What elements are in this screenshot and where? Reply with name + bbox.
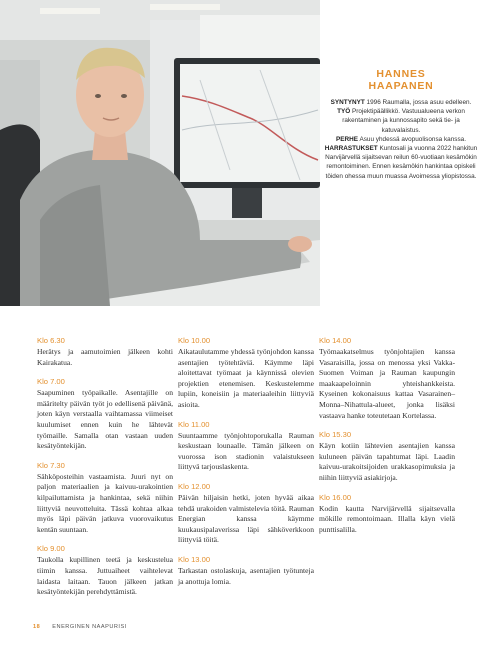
entry-text: Kodin kautta Narvijärvellä sijaitsevalla mökille remontoimaan. Illalla käyn vielä punttisalilla. (319, 503, 455, 534)
entry-time: Klo 7.30 (37, 460, 65, 470)
schedule-entry (319, 430, 455, 483)
entry-text: Taukolla kupillinen teetä ja keskustelua tiimin kanssa. Juttuaiheet vaihtelevat laidasta laitaan. Tauon jälkeen jatkan kesätyöntekijän perehdyttämistä. (37, 555, 173, 597)
schedule-entry (178, 336, 314, 411)
page-number: 18 (33, 624, 41, 630)
entry-time: Klo 10.00 (178, 336, 211, 345)
entry-text: Aikataulutamme yhdessä työnjohdon kanssa asentajien työtehtäviä. Käymme läpi aloitettavat työmaat ja käynnissä olevien projektien etenemisen. Keskustelemme lupiin, koneisiin ja materiaaleihin liittyviä asioita. (178, 347, 314, 409)
job-text: Projektipäällikkö. Vastuualueena verkon rakentaminen ja kunnossapito sekä tie- ja katuvalaistus. (342, 108, 465, 134)
hobby-text: Kuntosali ja vuonna 2022 hankitun Narvijärvellä sijaitsevan reilun 60-vuotiaan kesämökin remontoiminen. Ennen kesämökin hankintaa opiskeli töiden ohessa muun muassa Avoimessa yliopistossa. (325, 145, 478, 180)
profile-box (322, 68, 480, 181)
entry-time: Klo 12.00 (178, 481, 211, 491)
profile-bio (322, 98, 480, 181)
entry-time: Klo 6.30 (37, 336, 65, 345)
entry-text: Herätys ja aamutoimien jälkeen kohti Kairakatua. (37, 347, 173, 367)
office-scene-illustration (0, 0, 320, 306)
entry-time: Klo 14.00 (319, 336, 352, 345)
family-text: Asuu yhdessä avopuolisonsa kanssa. (359, 135, 467, 143)
schedule-entry (178, 555, 314, 587)
entry-time: Klo 15.30 (319, 430, 352, 440)
schedule-entry (319, 493, 455, 536)
entry-time: Klo 7.00 (37, 377, 65, 387)
schedule-column-1 (37, 336, 173, 607)
entry-time: Klo 16.00 (319, 492, 352, 502)
schedule-column-3 (319, 336, 455, 544)
job-label: TYÖ (337, 108, 351, 116)
page-footer (33, 624, 127, 630)
profile-last-name: HAAPANEN (368, 80, 434, 92)
entry-text: Saapuminen työpaikalle. Asentajille on määritelty päivän työt jo edellisenä päivänä, joten käyn verstaalla vaihtamassa viimeiset kuulumiset ennen kuin he lähtevät työmaille. Samalla otan vastaan uuden kesätyöntekijän. (37, 388, 173, 451)
schedule-entry (37, 336, 173, 368)
entry-time: Klo 13.00 (178, 554, 211, 564)
born-label: SYNTYNYT (330, 99, 365, 106)
schedule-entry (178, 482, 314, 546)
family-label: PERHE (335, 135, 358, 143)
entry-text: Suuntaamme työnjohtoporukalla Rauman keskustaan lounaalle. Tämän jälkeen on vuorossa ison stadionin valaistukseen liittyvä tarjouslaskenta. (178, 430, 314, 472)
hobby-label: HARRASTUKSET (324, 145, 378, 153)
entry-text: Työmaakatselmus työnjohtajien kanssa Vasaraisilla, jossa on menossa yksi Vakka-Suomen Voiman ja Rauman kaupungin maakaapeloinnin yhteishankkeista. Kyseinen kokonaisuus kattaa Vasarainen–Monna–Nihattula-alueet, jonka lisäksi vastaava hanke toteutetaan Kortelassa. (319, 347, 455, 420)
portrait-photo (0, 0, 320, 306)
schedule-column-2 (178, 336, 314, 596)
born-text: 1996 Raumalla, jossa asuu edelleen. (366, 99, 472, 106)
schedule-entry (37, 544, 173, 597)
schedule-entry (178, 420, 314, 473)
entry-text: Sähköposteihin vastaamista. Juuri nyt on paljon materiaalien ja kaivuu-urakointien kilpailuttamista ja hankintaa, sekä niihin liittyviä neuvotteluita. Tässä kohtaa alkaa myös läpi päivän jatkuva vuorovaikutus kentän suuntaan. (37, 471, 173, 534)
schedule-entry (37, 377, 173, 452)
entry-text: Käyn kotiin lähtevien asentajien kanssa kuluneen päivän tapahtumat läpi. Laadin kaivuu-urakoitsijoiden urakkasopimuksia ja niihin liittyviä asiakirjoja. (319, 441, 455, 482)
schedule-entry (37, 461, 173, 536)
profile-first-name: HANNES (376, 68, 426, 80)
entry-time: Klo 11.00 (178, 419, 210, 429)
entry-text: Tarkastan ostolaskuja, asentajien työtunteja ja anottuja lomia. (178, 565, 314, 586)
magazine-name: ENERGINEN NAAPURISI (52, 624, 127, 630)
entry-time: Klo 9.00 (37, 544, 65, 554)
schedule-entry (319, 336, 455, 421)
profile-name (322, 68, 480, 92)
entry-text: Päivän hiljaisin hetki, joten hyvää aikaa tehdä urakoiden valmistelevia töitä. Rauman Energian kanssa käymme kuukausipalaverissa läpi sähköverkkoon liittyviä töitä. (178, 492, 314, 545)
